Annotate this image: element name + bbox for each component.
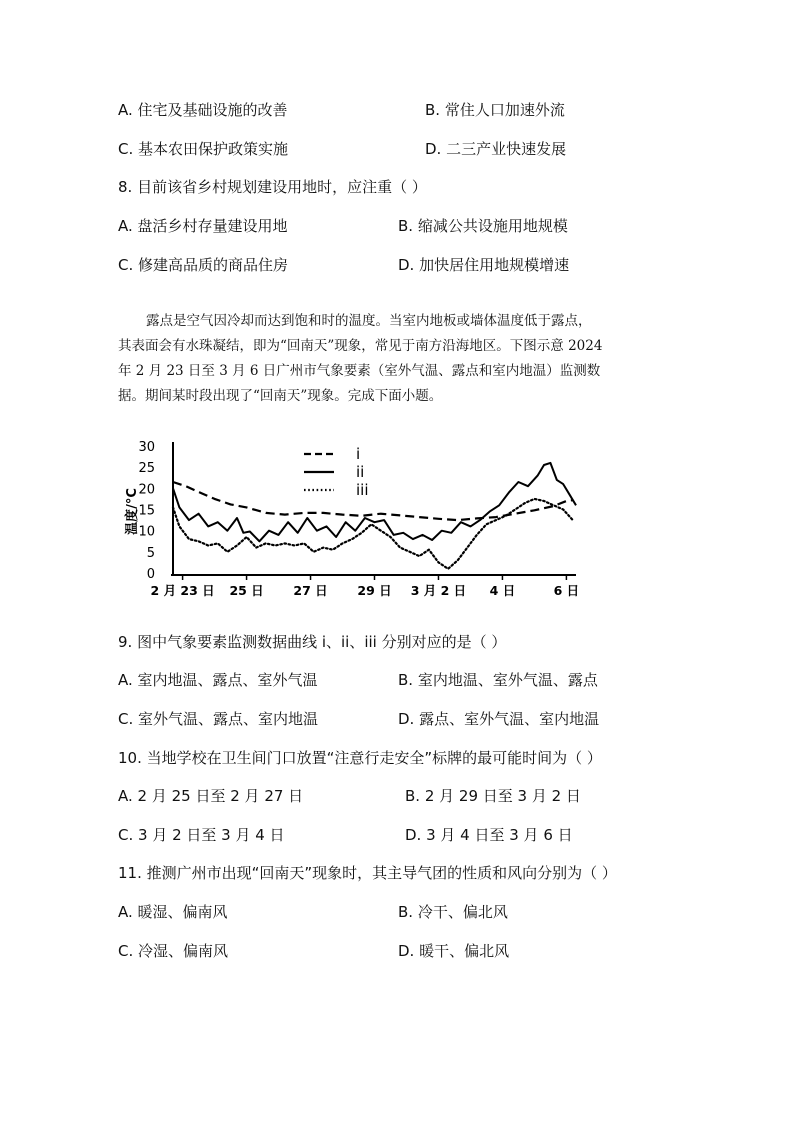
- q7-option-a: A. 住宅及基础设施的改善: [118, 101, 288, 119]
- q11-option-c: C. 冷湿、偏南风: [118, 942, 229, 960]
- q7-option-c: C. 基本农田保护政策实施: [118, 140, 289, 158]
- x-tick-label: 25 日: [229, 583, 264, 598]
- y-tick-label: 15: [138, 503, 155, 519]
- y-tick-label: 10: [138, 524, 155, 540]
- y-tick-label: 0: [146, 567, 155, 582]
- q10-stem: 10. 当地学校在卫生间门口放置“注意行走安全”标牌的最可能时间为（ ）: [118, 749, 602, 767]
- q8-option-c: C. 修建高品质的商品住房: [118, 256, 289, 274]
- series-line-iii: [173, 499, 573, 569]
- q8-option-b: B. 缩减公共设施用地规模: [398, 217, 568, 235]
- y-tick-label: 25: [138, 461, 155, 477]
- legend-label-iii: iii: [356, 481, 369, 499]
- q8-option-a: A. 盘活乡村存量建设用地: [118, 217, 288, 235]
- passage-line-4: 据。期间某时段出现了“回南天”现象。完成下面小题。: [118, 388, 443, 404]
- q8-stem: 8. 目前该省乡村规划建设用地时，应注重（ ）: [118, 178, 427, 196]
- q8-option-d: D. 加快居住用地规模增速: [398, 256, 570, 274]
- passage: [118, 309, 688, 409]
- x-tick-label: 6 日: [553, 583, 580, 598]
- x-tick-label: 4 日: [489, 583, 516, 598]
- y-axis-label: 温度/°C: [125, 488, 140, 535]
- x-tick-label: 3 月 2 日: [410, 583, 467, 598]
- q11-option-b: B. 冷干、偏北风: [398, 903, 508, 921]
- y-tick-label: 5: [146, 545, 155, 561]
- q10-option-d: D. 3 月 4 日至 3 月 6 日: [405, 826, 573, 844]
- x-tick-label: 2 月 23 日: [150, 583, 215, 598]
- q7-option-b: B. 常住人口加速外流: [425, 101, 565, 119]
- q11-stem: 11. 推测广州市出现“回南天”现象时，其主导气团的性质和风向分别为（ ）: [118, 864, 617, 882]
- q11-option-d: D. 暖干、偏北风: [398, 942, 510, 960]
- q9-option-c: C. 室外气温、露点、室内地温: [118, 710, 319, 728]
- q7-option-d: D. 二三产业快速发展: [425, 140, 567, 158]
- q9-stem: 9. 图中气象要素监测数据曲线 i、ii、iii 分别对应的是（ ）: [118, 633, 507, 651]
- legend-label-ii: ii: [356, 463, 365, 481]
- series-line-ii: [173, 463, 576, 541]
- legend-label-i: i: [356, 445, 361, 463]
- passage-line-2: 其表面会有水珠凝结，即为“回南天”现象，常见于南方沿海地区。下图示意 2024: [118, 338, 603, 354]
- temperature-chart: [118, 432, 588, 607]
- passage-line-3: 年 2 月 23 日至 3 月 6 日广州市气象要素（室外气温、露点和室内地温）监测数: [118, 363, 601, 379]
- y-tick-label: 20: [138, 482, 155, 498]
- q10-option-a: A. 2 月 25 日至 2 月 27 日: [118, 787, 304, 805]
- q9-option-d: D. 露点、室外气温、室内地温: [398, 710, 600, 728]
- passage-line-1: 露点是空气因冷却而达到饱和时的温度。当室内地板或墙体温度低于露点，: [146, 313, 592, 329]
- q9-option-b: B. 室内地温、室外气温、露点: [398, 671, 598, 689]
- q10-option-c: C. 3 月 2 日至 3 月 4 日: [118, 826, 285, 844]
- q10-option-b: B. 2 月 29 日至 3 月 2 日: [405, 787, 581, 805]
- y-tick-label: 30: [138, 440, 155, 455]
- q9-option-a: A. 室内地温、露点、室外气温: [118, 671, 318, 689]
- x-tick-label: 27 日: [293, 583, 328, 598]
- q11-option-a: A. 暖湿、偏南风: [118, 903, 228, 921]
- x-tick-label: 29 日: [357, 583, 392, 598]
